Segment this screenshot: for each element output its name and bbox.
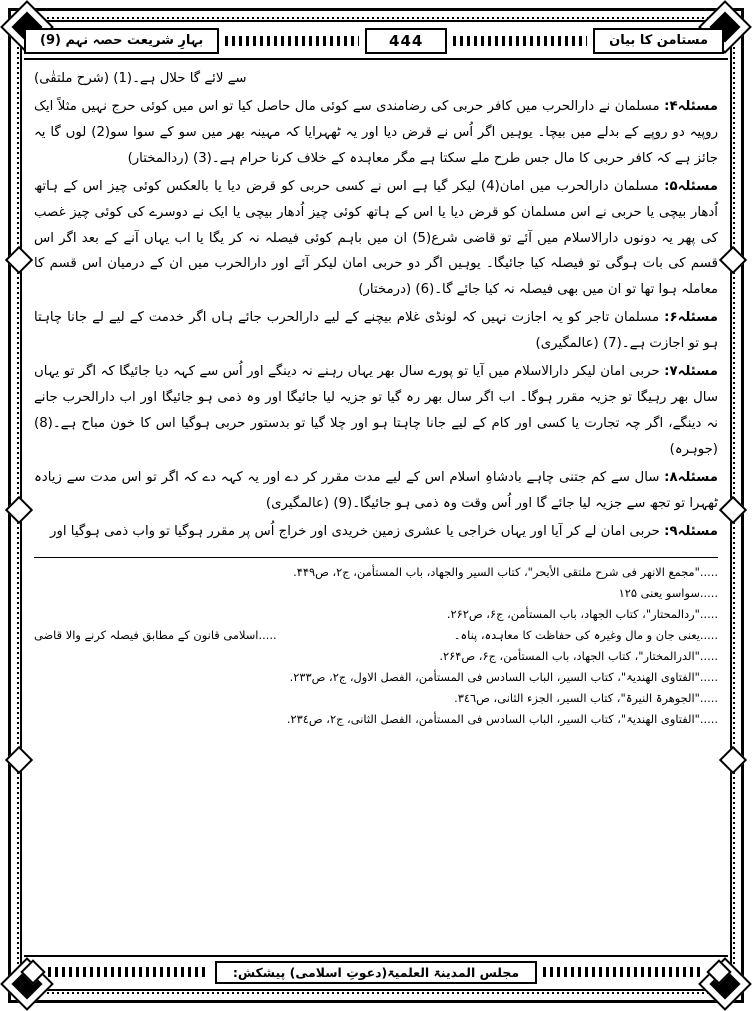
footnote-dots: ..... <box>699 691 718 706</box>
masla-5-text: مسلمان دارالحرب میں امان(4) لیکر گیا ہے اس نے کسی حربی کو قرض دیا یا بالعکس کوئی چیز اس کے ہاتھ اُدھار بیچی یا حربی نے اس مسلمان کو قرض دیا یا اس کے ہاتھ کوئی چیز اُدھار بیچی یا ایک نے دوسرے کی کوئی چیز غصب کی پھر یہ دونوں دارالاسلام میں آئے تو قاضی شرع(5) ان میں باہم کوئی فیصلہ نہ کر یگا یا اب یہاں آنے کے بعد اگر اس قسم کی بات ہوگی تو فیصلہ کیا جائیگا۔ یوہیں اگر دو حربی امان لیکر آئے اور دارالحرب میں ان کے درمیان اس قسم کا معاملہ ہوا تھا تو ان میں بھی فیصلہ نہ کیا جائے گا۔(6) (درمختار) <box>34 178 719 298</box>
page-content <box>34 66 718 945</box>
masla-5-label: مسئلہ۵: <box>664 178 718 194</box>
footer-chain-ornament-icon <box>543 967 704 977</box>
masla-9-paragraph <box>34 519 718 545</box>
footnote-item <box>34 562 718 583</box>
presenter-label: پیشکش: <box>232 964 286 980</box>
footnotes-block <box>34 562 718 731</box>
footnote-item <box>34 646 718 667</box>
masla-8-paragraph <box>34 465 718 517</box>
footnote-text: یعنی جان و مال وغیرہ کی حفاظت کا معاہدہ، پناہ۔ <box>453 627 700 642</box>
footnote-right-part <box>34 625 277 646</box>
footnote-item <box>34 667 718 688</box>
footnote-dots: ..... <box>699 648 718 663</box>
footnote-text: "الجوھرۃ النیرۃ"، کتاب السیر، الجزء الثانی، ص۳٤٦. <box>454 691 700 706</box>
page-number: 444 <box>365 28 447 54</box>
footnote-dots: ..... <box>699 606 718 621</box>
border-rope-top <box>17 17 735 19</box>
masla-8-label: مسئلہ۸: <box>664 469 718 485</box>
footnote-text: اسلامی قانون کے مطابق فیصلہ کرنے والا قاضی <box>34 627 259 642</box>
footnote-text: "الدرالمختار"، کتاب الجھاد، باب المستأمن، ج۶، ص۲۶۴. <box>439 648 700 663</box>
masla-4-text: مسلمان نے دارالحرب میں کافر حربی کی رضامندی سے کوئی مال حاصل کیا تو اس میں کوئی حرج نہیں مثلاً ایک روپیہ دو روپے کے بدلے میں بیچا۔ یوہیں اگر اُس نے قرض دیا اور یہ ٹھہرایا کہ مہینہ بھر میں سو کے سوا سو(2) لوں گا یہ جائز ہے کہ کافر حربی کا مال جس طرح ملے سکتا ہے مگر معاہدہ کے خلاف کرنا حرام ہے۔(3) (ردالمختار) <box>34 98 718 166</box>
footer-ornament-icon <box>706 959 731 984</box>
footer-chain-ornament-icon <box>48 967 209 977</box>
footnote-dots: ..... <box>699 712 718 727</box>
footnote-item <box>34 583 718 604</box>
masla-9-label: مسئلہ۹: <box>664 523 718 539</box>
masla-4-label: مسئلہ۴: <box>664 98 718 114</box>
footnote-item <box>34 709 718 730</box>
footnote-dots: ..... <box>258 627 277 642</box>
footnote-item <box>34 688 718 709</box>
border-rope-bottom <box>17 992 735 994</box>
footnote-text: "مجمع الانھر فی شرح ملتقی الأبحر"، کتاب السیر والجھاد، باب المستأمن، ج۲، ص۴۴۹. <box>293 564 700 579</box>
header-chain-ornament-icon <box>453 36 587 46</box>
masla-7-text: حربی امان لیکر دارالاسلام میں آیا تو پورے سال بھر یہاں رہنے نہ دینگے اور اُس سے کہہ دیا جائیگا کہ اگر تو یہاں سال بھر رہیگا تو جزیہ مقرر ہوگا۔ اب اگر سال بھر رہ گیا تو جزیہ لیا جائیگا اور وہ ذمی ہو جائیگا اور اب دارالحرب جانے نہ دینگے، اگر چہ تجارت یا کسی اور کام کے لیے جانا چاہتا ہو اور چلا گیا تو بدستور حربی ہوگیا اس کا خون مباح ہے۔(8) (جوہرہ) <box>34 364 718 457</box>
masla-6-paragraph <box>34 305 718 357</box>
masla-7-label: مسئلہ۷: <box>664 364 718 380</box>
footnote-text: "ردالمحتار"، کتاب الجھاد، باب المستأمن، ج۶، ص۲۶۲. <box>446 606 700 621</box>
footnote-dots: ..... <box>699 564 718 579</box>
masla-8-text: سال سے کم جتنی چاہے بادشاہِ اسلام اس کے لیے مدت مقرر کر دے اور یہ کہہ دے کہ اگر تو اس مدت سے زیادہ ٹھہرا تو تجھ سے جزیہ لیا جائے گا اور اُس وقت وہ ذمی ہو جائیگا۔(9) (عالمگیری) <box>34 469 718 511</box>
page-footer <box>24 955 728 987</box>
header-chain-ornament-icon <box>225 36 359 46</box>
footnote-text: "الفتاوی الھندیۃ"، کتاب السیر، الباب السادس فی المستأمن، الفصل الاول، ج۲، ص۲۳۳. <box>289 670 700 685</box>
publisher-credit <box>215 961 537 984</box>
paragraph-continued: سے لائے گا حلال ہے۔(1) (شرح ملتقٰی) <box>34 71 247 86</box>
footnote-item <box>34 625 718 646</box>
footnote-separator <box>34 557 718 558</box>
footnote-dots: ..... <box>699 627 718 642</box>
footnote-dots: ..... <box>699 670 718 685</box>
footnote-text: سواسو یعنی ۱۲۵ <box>618 585 700 600</box>
publisher-org: (دعوتِ اسلامی) <box>289 964 388 980</box>
masla-4-paragraph <box>34 94 718 172</box>
masla-6-text: مسلمان تاجر کو یہ اجازت نہیں کہ لونڈی غلام بیچنے کے لیے دارالحرب جائے ہاں اگر خدمت کے لیے لے جانا چاہتا ہو تو اجازت ہے۔(7) (عالمگیری) <box>34 310 718 352</box>
masla-9-text: حربی امان لے کر آیا اور یہاں خراجی یا عشری زمین خریدی اور خراج اُس پر مقرر ہوگیا تو واب ذمی ہوگیا اور <box>50 523 660 539</box>
masla-6-label: مسئلہ۶: <box>664 310 718 326</box>
footnote-dots: ..... <box>699 585 718 600</box>
book-title: بہارِ شریعت حصہ نہم (9) <box>24 28 219 54</box>
page-header <box>24 24 728 60</box>
footnote-text: "الفتاوی الھندیۃ"، کتاب السیر، الباب السادس فی المستأمن، الفصل الثانی، ج۲، ص۲۳٤. <box>286 712 700 727</box>
masla-5-paragraph <box>34 174 718 304</box>
footnote-item <box>34 604 718 625</box>
masla-7-paragraph <box>34 359 718 463</box>
footnote-left-part <box>454 625 718 646</box>
publisher-name: مجلس المدینۃ العلمیۃ <box>387 964 520 980</box>
footer-ornament-icon <box>20 959 45 984</box>
chapter-title: مستامن کا بیان <box>593 28 724 54</box>
